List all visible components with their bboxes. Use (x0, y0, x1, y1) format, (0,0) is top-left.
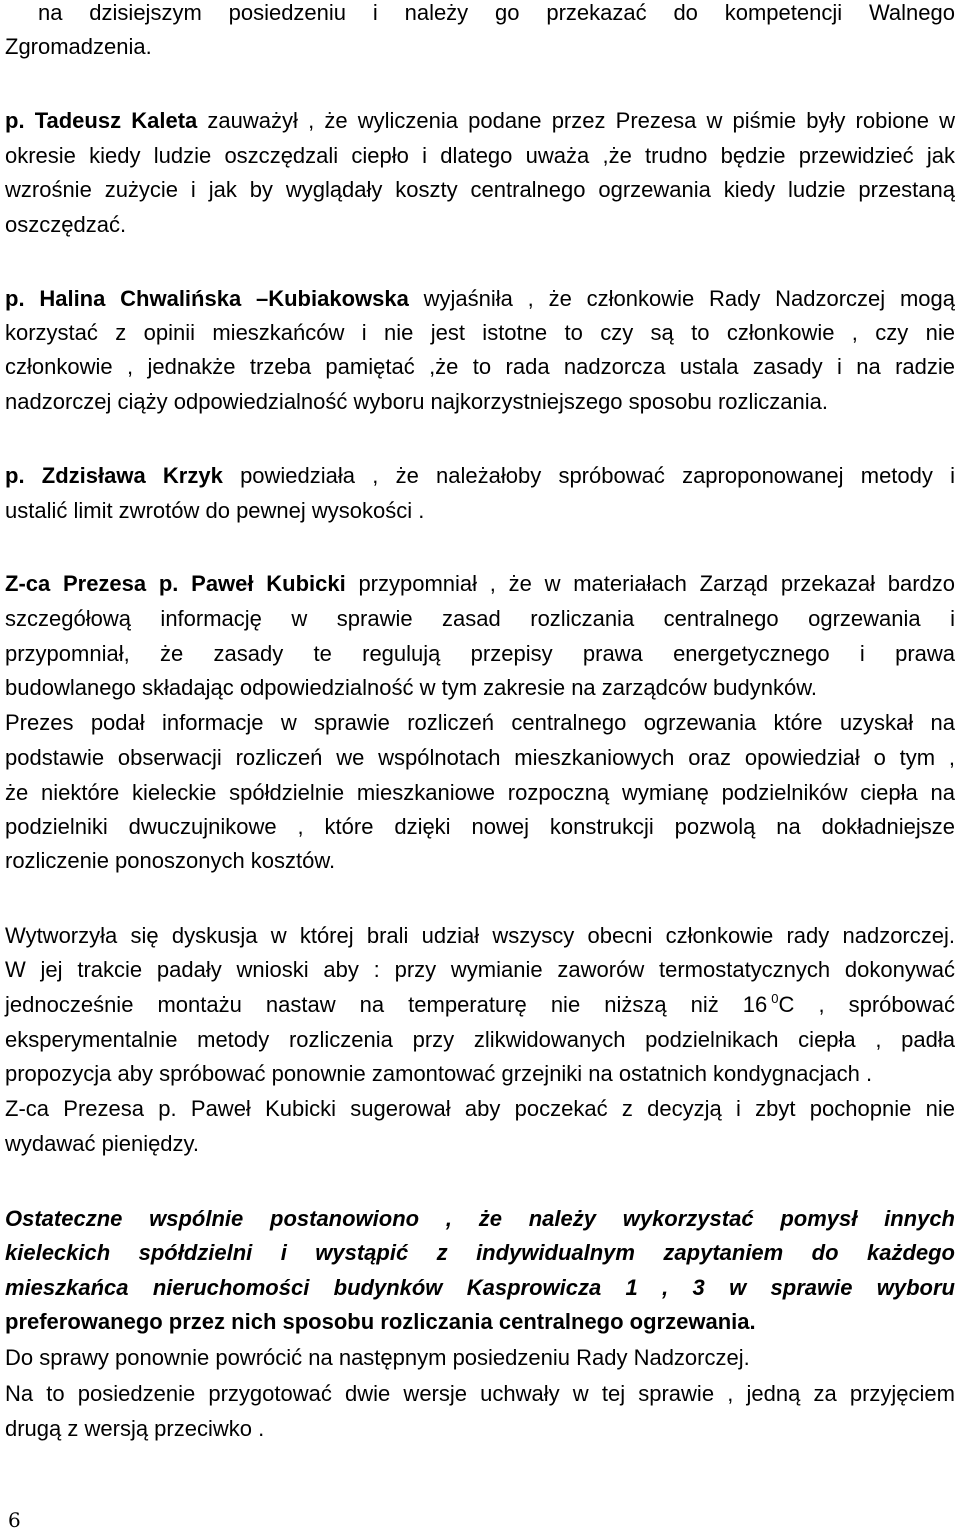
text-line (5, 463, 955, 489)
text-line: mieszkańca nieruchomości budynków Kasprowicza 1 , 3 w sprawie wyboru (5, 1275, 955, 1300)
text-line: ustalić limit zwrotów do pewnej wysokości . (5, 498, 425, 523)
speaker-name: Z-ca Prezesa p. Paweł Kubicki (5, 571, 346, 596)
text-segment: jednocześnie montażu nastaw na temperaturę nie niższą niż 16 (5, 992, 768, 1017)
text-line: drugą z wersją przeciwko . (5, 1416, 265, 1441)
page-number: 6 (8, 1508, 21, 1532)
text-line: Zgromadzenia. (5, 34, 152, 59)
speaker-name: p. Tadeusz Kaleta (5, 108, 198, 133)
text-line: Do sprawy ponownie powrócić na następnym posiedzeniu Rady Nadzorczej. (5, 1345, 750, 1370)
text-line: propozycja aby spróbować ponownie zamontować grzejniki na ostatnich kondygnacjach . (5, 1061, 873, 1086)
text-line: okresie kiedy ludzie oszczędzali ciepło i dlatego uważa ,że trudno będzie przewidzieć jak (5, 143, 955, 168)
text-line: przypomniał, że zasady te regulują przepisy prawa energetycznego i prawa (5, 641, 955, 666)
text-line: wydawać pieniędzy. (5, 1131, 200, 1156)
text-line: Z-ca Prezesa p. Paweł Kubicki sugerował aby poczekać z decyzją i zbyt pochopnie nie (5, 1096, 955, 1121)
text-line: nadzorczej ciąży odpowiedzialność wyboru najkorzystniejszego sposobu rozliczania. (5, 389, 828, 414)
text-line: podstawie obserwacji rozliczeń we wspólnotach mieszkaniowych oraz opowiedział o tym , (5, 745, 955, 770)
text-line (5, 571, 955, 597)
text-line (5, 992, 955, 1018)
speaker-name: p. Halina Chwalińska –Kubiakowska (5, 286, 409, 311)
text-line: szczegółową informację w sprawie zasad rozliczania centralnego ogrzewania i (5, 606, 955, 631)
text-line: oszczędzać. (5, 212, 127, 237)
text-line (5, 108, 955, 134)
text-line: Na to posiedzenie przygotować dwie wersje uchwały w tej sprawie , jedną za przyjęciem (5, 1381, 955, 1406)
temperature-superscript: 0 (771, 991, 779, 1006)
text-line: członkowie , jednakże trzeba pamiętać ,że to rada nadzorcza ustala zasady i na radzie (5, 354, 955, 379)
text-line: że niektóre kieleckie spółdzielnie mieszkaniowe rozpoczną wymianę podzielników ciepła na (5, 780, 955, 805)
text-line: W jej trakcie padały wnioski aby : przy wymianie zaworów termostatycznych dokonywać (5, 957, 955, 982)
text-line: rozliczenie ponoszonych kosztów. (5, 848, 336, 873)
text-line: korzystać z opinii mieszkańców i nie jest istotne to czy są to członkowie , czy nie (5, 320, 955, 345)
text-line: Prezes podał informacje w sprawie rozliczeń centralnego ogrzewania które uzyskał na (5, 710, 955, 735)
text-line: preferowanego przez nich sposobu rozliczania centralnego ogrzewania. (5, 1309, 756, 1334)
speaker-name: p. Zdzisława Krzyk (5, 463, 223, 488)
text-line: budowlanego składając odpowiedzialność w tym zakresie na zarządców budynków. (5, 675, 818, 700)
text-line: eksperymentalnie metody rozliczenia przy zlikwidowanych podzielnikach ciepła , padła (5, 1027, 955, 1052)
text-line: podzielniki dwuczujnikowe , które dzięki nowej konstrukcji pozwolą na dokładniejsze (5, 814, 955, 839)
text-segment: zauważył , że wyliczenia podane przez Prezesa w piśmie były robione w (197, 108, 955, 133)
text-line (5, 286, 955, 312)
text-segment: powiedziała , że należałoby spróbować zaproponowanej metody i (222, 463, 955, 488)
text-line: kieleckich spółdzielni i wystąpić z indywidualnym zapytaniem do każdego (5, 1240, 955, 1265)
text-line: Wytworzyła się dyskusja w której brali udział wszyscy obecni członkowie rady nadzorczej. (5, 923, 955, 948)
text-line: Ostateczne wspólnie postanowiono , że należy wykorzystać pomysł innych (5, 1206, 955, 1231)
text-line: na dzisiejszym posiedzeniu i należy go przekazać do kompetencji Walnego (38, 0, 955, 25)
text-segment: C , spróbować (778, 992, 955, 1017)
text-segment: przypomniał , że w materiałach Zarząd przekazał bardzo (345, 571, 955, 596)
text-segment: wyjaśniła , że członkowie Rady Nadzorczej mogą (408, 286, 955, 311)
text-line: wzrośnie zużycie i jak by wyglądały koszty centralnego ogrzewania kiedy ludzie przestaną (5, 177, 955, 202)
